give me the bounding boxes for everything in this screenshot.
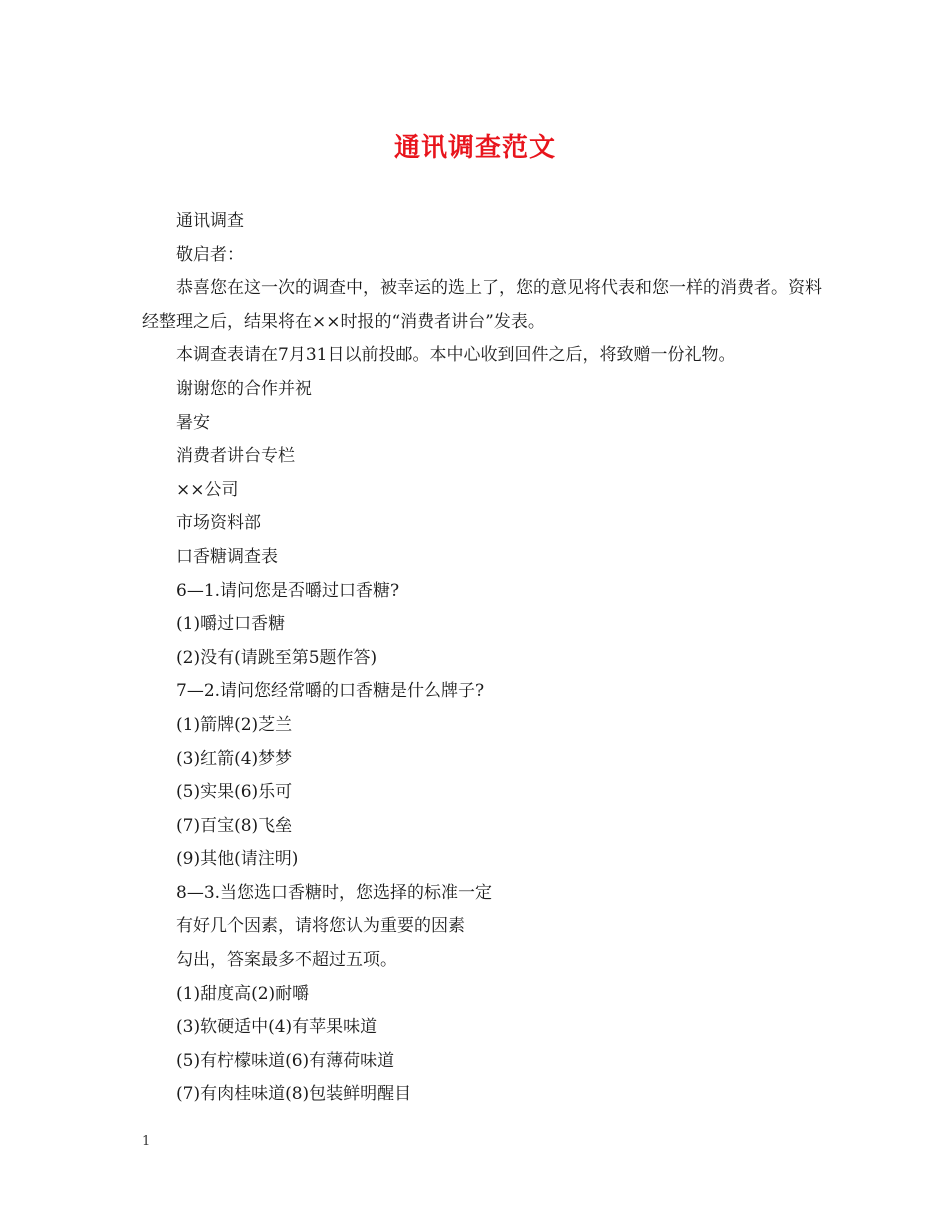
answer-option: (3)红箭(4)梦梦 — [176, 748, 293, 769]
page-title: 通讯调查范文 — [393, 133, 556, 163]
answer-option: (2)没有(请跳至第5题作答) — [176, 647, 378, 668]
answer-option: (7)有肉桂味道(8)包装鲜明醒目 — [176, 1084, 412, 1105]
paragraph: 敬启者： — [176, 244, 244, 265]
document-body — [142, 205, 822, 1112]
paragraph: 暑安 — [176, 412, 210, 433]
paragraph: 消费者讲台专栏 — [176, 446, 295, 467]
paragraph: 谢谢您的合作并祝 — [176, 378, 312, 399]
paragraph: 市场资料部 — [176, 513, 261, 534]
question-line: 有好几个因素，请将您认为重要的因素 — [176, 916, 465, 937]
answer-option: (9)其他(请注明) — [176, 849, 299, 870]
answer-option: (1)箭牌(2)芝兰 — [176, 714, 293, 735]
question-line: 8—3.当您选口香糖时，您选择的标准一定 — [176, 882, 493, 903]
answer-option: (3)软硬适中(4)有苹果味道 — [176, 1017, 378, 1038]
answer-option: (1)嚼过口香糖 — [176, 614, 286, 635]
paragraph: 本调查表请在7月31日以前投邮。本中心收到回件之后，将致赠一份礼物。 — [176, 345, 736, 366]
paragraph: 恭喜您在这一次的调查中，被幸运的选上了，您的意见将代表和您一样的消费者。资料经整理之后，结果将在××时报的“消费者讲台”发表。 — [142, 278, 822, 332]
answer-option: (5)有柠檬味道(6)有薄荷味道 — [176, 1050, 395, 1071]
question-line: 勾出，答案最多不超过五项。 — [176, 950, 397, 971]
question-line: 6—1.请问您是否嚼过口香糖? — [176, 580, 400, 601]
paragraph: 口香糖调查表 — [176, 546, 278, 567]
page-number: 1 — [142, 1134, 151, 1149]
answer-option: (7)百宝(8)飞垒 — [176, 815, 293, 836]
question-line: 7—2.请问您经常嚼的口香糖是什么牌子? — [176, 681, 485, 702]
paragraph: 通讯调查 — [176, 211, 244, 231]
paragraph: ××公司 — [176, 479, 239, 500]
answer-option: (5)实果(6)乐可 — [176, 782, 293, 803]
answer-option: (1)甜度高(2)耐嚼 — [176, 983, 310, 1004]
